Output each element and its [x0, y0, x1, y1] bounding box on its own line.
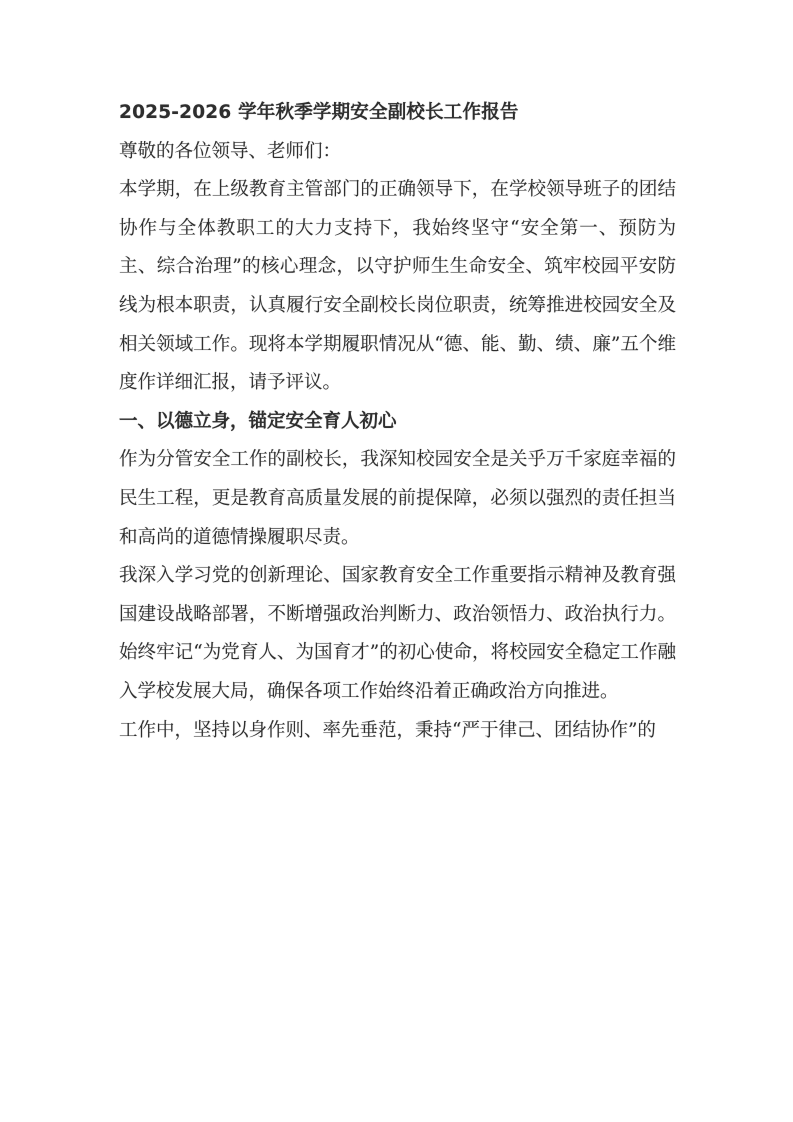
section-1-heading: 一、以德立身，锚定安全育人初心 [119, 410, 397, 432]
section-1-paragraph-2: 我深入学习党的创新理论、国家教育安全工作重要指示精神及教育强国建设战略部署，不断增强政治判断力、政治领悟力、政治执行力。始终牢记“为党育人、为国育才”的初心使命，将校园安全稳定工作融入学校发展大局，确保各项工作始终沿着正确政治方向推进。 [119, 565, 676, 702]
intro-paragraph: 本学期，在上级教育主管部门的正确领导下，在学校领导班子的团结协作与全体教职工的大力支持下，我始终坚守“安全第一、预防为主、综合治理”的核心理念，以守护师生生命安全、筑牢校园平安防线为根本职责，认真履行安全副校长岗位职责，统筹推进校园安全及相关领域工作。现将本学期履职情况从“德、能、勤、绩、廉”五个维度作详细汇报，请予评议。 [119, 179, 676, 394]
document-title: 2025-2026 学年秋季学期安全副校长工作报告 [119, 102, 519, 123]
salutation-line: 尊敬的各位领导、老师们： [119, 140, 342, 162]
section-1-paragraph-3-partial: 工作中，坚持以身作则、率先垂范，秉持“严于律己、团结协作”的 [119, 719, 656, 741]
section-1-paragraph-1: 作为分管安全工作的副校长，我深知校园安全是关乎万千家庭幸福的民生工程，更是教育高质量发展的前提保障，必须以强烈的责任担当和高尚的道德情操履职尽责。 [119, 449, 676, 548]
